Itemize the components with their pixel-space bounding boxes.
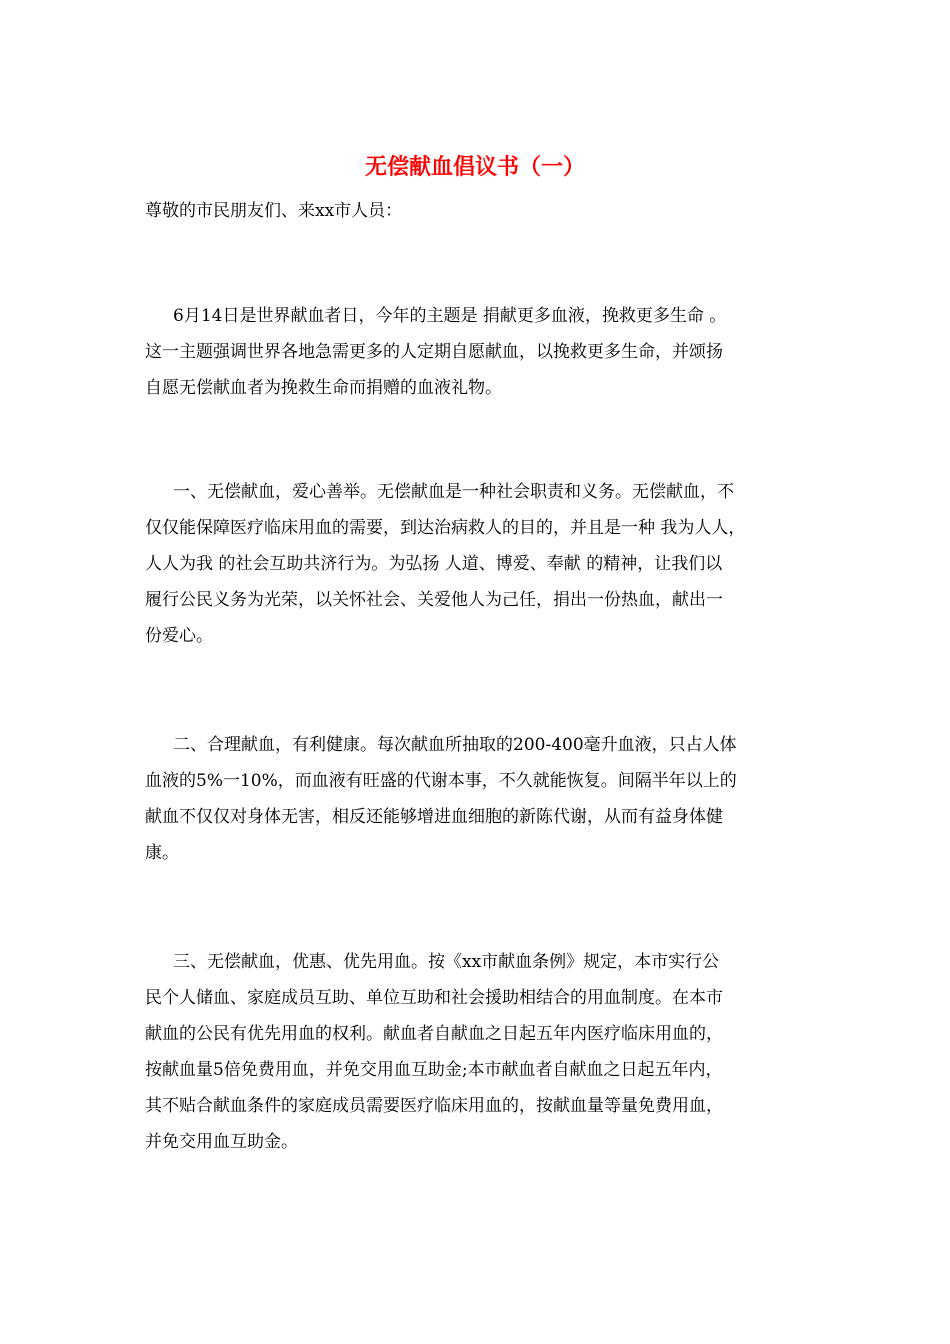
paragraph-line: 一、无偿献血，爱心善举。无偿献血是一种社会职责和义务。无偿献血，不 [173, 482, 734, 502]
paragraph-line: 履行公民义务为光荣，以关怀社会、关爱他人为己任，捐出一份热血，献出一 [145, 590, 723, 610]
paragraph-line: 康。 [145, 843, 179, 863]
paragraph-section-1 [145, 474, 815, 654]
paragraph-line: 献血不仅仅对身体无害，相反还能够增进血细胞的新陈代谢，从而有益身体健 [145, 807, 723, 827]
paragraph-line: 其不贴合献血条件的家庭成员需要医疗临床用血的，按献血量等量免费用血， [145, 1096, 723, 1116]
paragraph-line: 三、无偿献血，优惠、优先用血。按《xx市献血条例》规定，本市实行公 [173, 952, 720, 972]
paragraph-line: 自愿无偿献血者为挽救生命而捐赠的血液礼物。 [145, 378, 502, 398]
document-title: 无偿献血倡议书（一） [364, 155, 585, 180]
paragraph-line: 并免交用血互助金。 [145, 1132, 298, 1152]
paragraph-line: 这一主题强调世界各地急需更多的人定期自愿献血，以挽救更多生命，并颂扬 [145, 342, 723, 362]
paragraph-line: 仅仅能保障医疗临床用血的需要，到达治病救人的目的，并且是一种 我为人人， [145, 518, 746, 538]
paragraph-line: 按献血量5倍免费用血，并免交用血互助金;本市献血者自献血之日起五年内， [145, 1060, 723, 1080]
paragraph-line: 二、合理献血，有利健康。每次献血所抽取的200-400毫升血液，只占人体 [173, 735, 737, 755]
paragraph-line: 人人为我 的社会互助共济行为。为弘扬 人道、博爱、奉献 的精神，让我们以 [145, 554, 723, 574]
paragraph-intro [145, 298, 815, 406]
paragraph-line: 献血的公民有优先用血的权利。献血者自献血之日起五年内医疗临床用血的， [145, 1024, 723, 1044]
paragraph-section-2 [145, 727, 815, 871]
salutation: 尊敬的市民朋友们、来xx市人员： [145, 201, 403, 221]
paragraph-line: 6月14日是世界献血者日，今年的主题是 捐献更多血液，挽救更多生命 。 [173, 306, 727, 326]
paragraph-section-3 [145, 944, 815, 1160]
paragraph-line: 血液的5%一10%，而血液有旺盛的代谢本事，不久就能恢复。间隔半年以上的 [145, 771, 737, 791]
paragraph-line: 民个人储血、家庭成员互助、单位互助和社会援助相结合的用血制度。在本市 [145, 988, 723, 1008]
paragraph-line: 份爱心。 [145, 626, 213, 646]
